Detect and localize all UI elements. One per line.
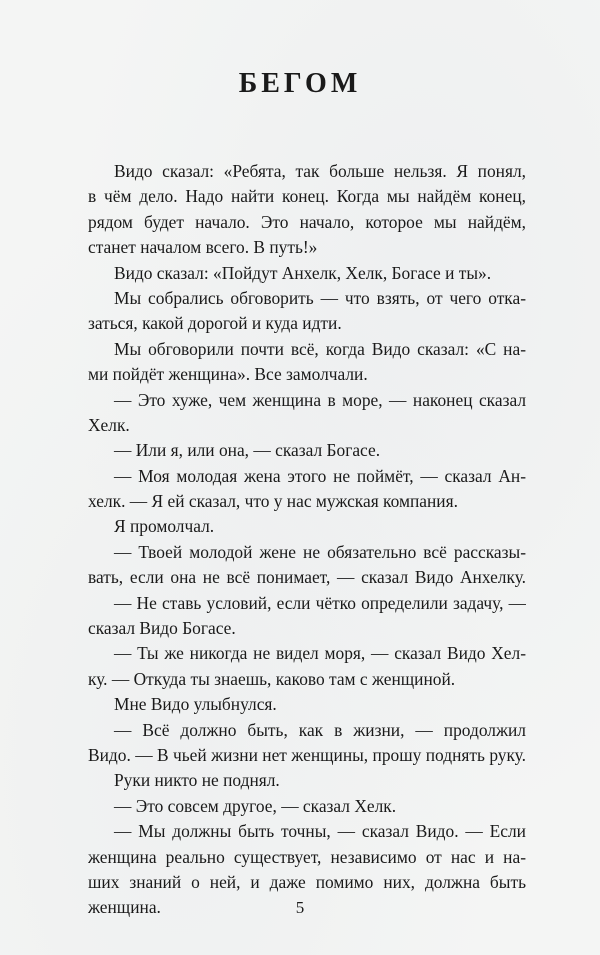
text-line: в чём дело. Надо найти конец. Когда мы найдём конец, bbox=[88, 186, 526, 207]
text-line: сказал Видо Богасе. bbox=[88, 618, 236, 639]
text-line: женщина реально существует, независимо от нас и на- bbox=[88, 846, 526, 867]
text-line: Я промолчал. bbox=[114, 516, 215, 537]
text-line: Мне Видо улыбнулся. bbox=[114, 694, 277, 715]
text-line: заться, какой дорогой и куда идти. bbox=[88, 313, 342, 334]
text-line: женщина. bbox=[88, 897, 161, 918]
chapter-title: БЕГОМ bbox=[238, 68, 362, 99]
text-line: ших знаний о ней, и даже помимо них, должна быть bbox=[88, 871, 526, 892]
text-line: — Всё должно быть, как в жизни, — продолжил bbox=[114, 719, 526, 740]
text-line: ку. — Откуда ты знаешь, каково там с женщиной. bbox=[88, 668, 456, 689]
body-text bbox=[88, 159, 526, 921]
page-number: 5 bbox=[295, 898, 305, 917]
text-line: Видо сказал: «Пойдут Анхелк, Хелк, Богасе и ты». bbox=[114, 262, 492, 283]
text-line: — Мы должны быть точны, — сказал Видо. — Если bbox=[114, 821, 526, 842]
text-line: Видо сказал: «Ребята, так больше нельзя. Я понял, bbox=[114, 161, 526, 181]
text-line: — Это хуже, чем женщина в море, — наконец сказал bbox=[114, 389, 526, 410]
text-line: рядом будет начало. Это начало, которое мы найдём, bbox=[88, 211, 526, 232]
text-line: Мы собрались обговорить — что взять, от чего отка- bbox=[114, 287, 526, 308]
text-line: Мы обговорили почти всё, когда Видо сказал: «С на- bbox=[114, 338, 526, 359]
text-line: Видо. — В чьей жизни нет женщины, прошу поднять руку. bbox=[88, 744, 526, 765]
text-line: — Не ставь условий, если чётко определили задачу, — bbox=[114, 592, 526, 613]
text-line: вать, если она не всё понимает, — сказал Видо Анхелку. bbox=[88, 567, 526, 588]
text-line: Руки никто не поднял. bbox=[114, 770, 280, 791]
text-line: — Или я, или она, — сказал Богасе. bbox=[114, 440, 381, 461]
text-line: — Твоей молодой жене не обязательно всё рассказы- bbox=[114, 541, 526, 562]
text-line: — Ты же никогда не видел моря, — сказал Видо Хел- bbox=[114, 643, 526, 664]
text-line: Хелк. bbox=[88, 414, 130, 435]
text-line: станет началом всего. В путь!» bbox=[88, 237, 318, 258]
text-line: — Это совсем другое, — сказал Хелк. bbox=[114, 795, 397, 816]
text-line: ми пойдёт женщина». Все замолчали. bbox=[88, 364, 368, 385]
text-line: хелк. — Я ей сказал, что у нас мужская компания. bbox=[88, 491, 458, 512]
text-line: — Моя молодая жена этого не поймёт, — сказал Ан- bbox=[114, 465, 526, 486]
